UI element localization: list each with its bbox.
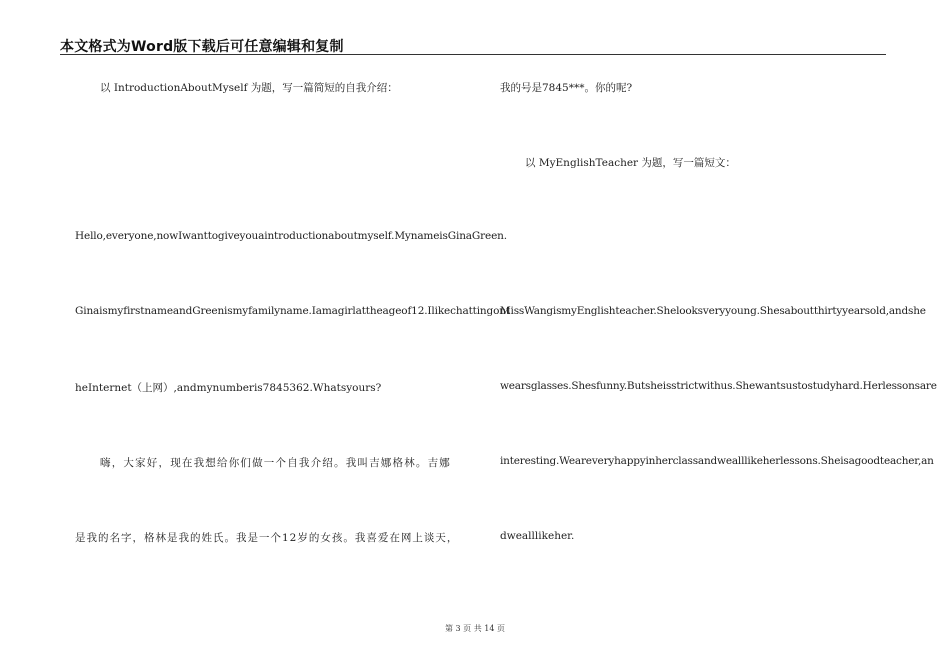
right-english-line-1: MissWangismyEnglishteacher.Shelooksveryyoung.Shesaboutthirtyyearsold,andshe (500, 305, 926, 317)
left-chinese-line-1: 嗨，大家好，现在我想给你们做一个自我介绍。我叫吉娜格林。吉娜 (100, 457, 451, 469)
right-continuation: 我的号是7845***。你的呢? (500, 82, 633, 94)
right-english-line-2: wearsglasses.Shesfunny.Butsheisstrictwithus.Shewantsustostudyhard.Herlessonsare (500, 380, 937, 392)
right-english-line-3: interesting.Weareveryhappyinherclassandwealllikeherlessons.Sheisagoodteacher,an (500, 455, 934, 467)
left-english-line-1: Hello,everyone,nowIwanttogiveyouaintroductionaboutmyself.MynameisGinaGreen. (75, 230, 507, 242)
left-prompt: 以 IntroductionAboutMyself 为题，写一篇简短的自我介绍： (100, 82, 398, 94)
right-english-line-4: dwealllikeher. (500, 530, 575, 542)
page-footer: 第 3 页 共 14 页 (445, 624, 505, 633)
left-chinese-line-2: 是我的名字，格林是我的姓氏。我是一个12岁的女孩。我喜爱在网上谈天， (75, 532, 459, 544)
left-english-line-2: GinaismyfirstnameandGreenismyfamilyname.Iamagirlattheageof12.Ilikechattingont (75, 305, 510, 317)
header-rule (60, 54, 886, 55)
left-english-line-3: heInternet（上网）,andmynumberis7845362.Whatsyours? (75, 382, 382, 394)
page-header: 本文格式为Word版下载后可任意编辑和复制 (60, 39, 344, 55)
right-prompt: 以 MyEnglishTeacher 为题，写一篇短文： (525, 157, 736, 169)
